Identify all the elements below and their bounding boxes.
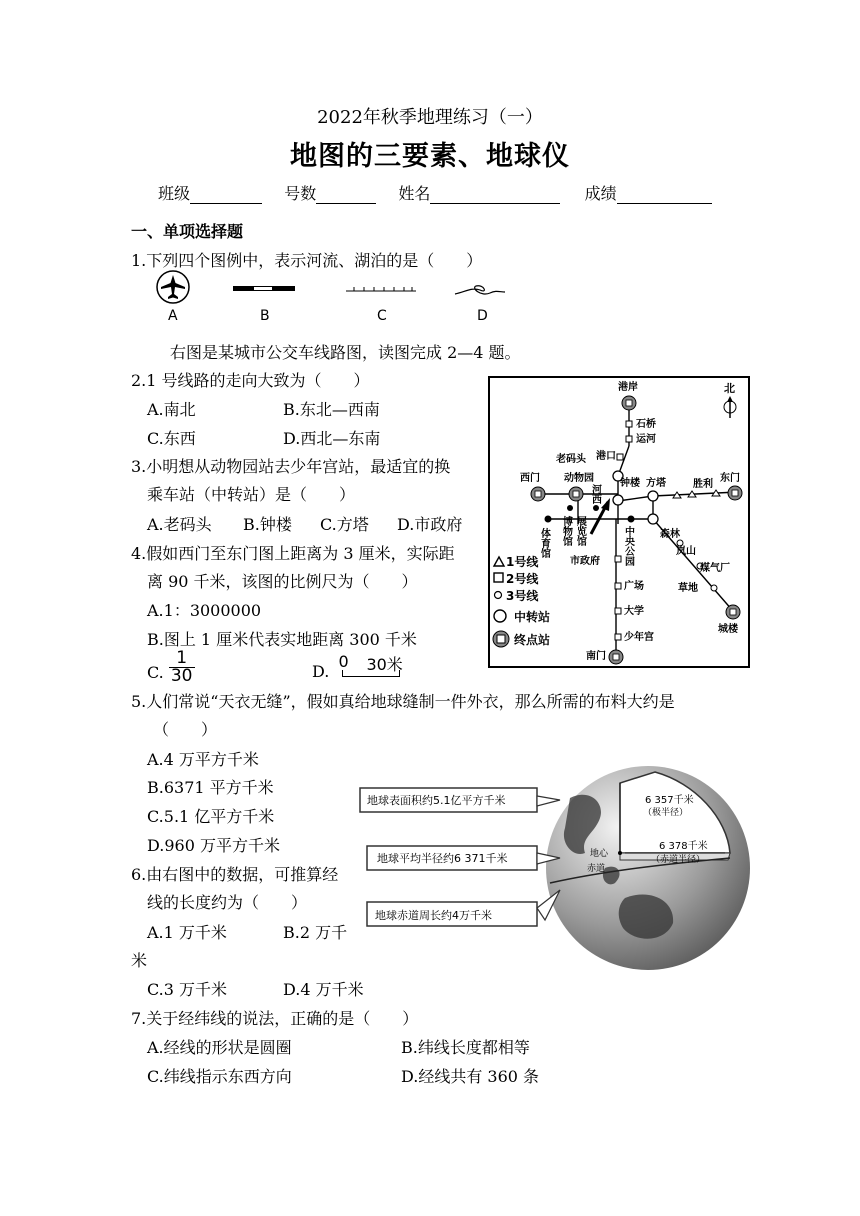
station-nanmen: 南门 <box>586 651 606 662</box>
line-scale <box>334 652 414 680</box>
railway-icon <box>233 286 295 291</box>
airport-icon <box>157 271 189 303</box>
q7-stem: 7.关于经纬线的说法，正确的是（ ） <box>131 1009 419 1028</box>
station-hexi: 河西 <box>589 484 601 504</box>
q7-option-d[interactable]: D.经线共有 360 条 <box>401 1067 540 1086</box>
number-label: 号数 <box>284 184 317 203</box>
q5-stem-line2: （ ） <box>153 720 218 739</box>
fraction <box>169 650 195 685</box>
q2-option-a[interactable]: A.南北 <box>147 400 196 419</box>
q7-option-a[interactable]: A.经线的形状是圆圈 <box>147 1038 292 1057</box>
legend-line2: 2号线 <box>506 572 539 586</box>
station-dongmen: 东门 <box>720 473 740 484</box>
station-guangchang: 广场 <box>624 581 644 592</box>
globe-figure <box>355 758 755 973</box>
q5-option-b[interactable]: B.6371 平方千米 <box>147 778 274 797</box>
station-zhonglou: 钟楼 <box>620 478 640 489</box>
q4-option-c-label: C. <box>147 663 164 682</box>
station-daxue: 大学 <box>624 606 644 617</box>
q3-option-b[interactable]: B.钟楼 <box>243 515 292 534</box>
page-title: 地图的三要素、地球仪 <box>290 141 570 172</box>
q4-option-d[interactable] <box>312 652 414 681</box>
q2-option-c[interactable]: C.东西 <box>147 429 196 448</box>
legend-line1: 1号线 <box>506 555 539 569</box>
q7-option-b[interactable]: B.纬线长度都相等 <box>401 1038 530 1057</box>
q6-option-d[interactable]: D.4 万千米 <box>283 980 364 999</box>
north-label: 北 <box>724 382 735 395</box>
q5-stem-line1: 5.人们常说“天衣无缝”，假如真给地球缝制一件外衣，那么所需的布料大约是 <box>131 692 675 711</box>
bus-route-map <box>488 376 750 668</box>
q7-option-c[interactable]: C.纬线指示东西方向 <box>147 1067 292 1086</box>
q5-option-a[interactable]: A.4 万平方千米 <box>147 750 259 769</box>
callout-mean-radius: 地球平均半径约6 371千米 <box>377 852 508 865</box>
q4-option-a[interactable]: A.1：3000000 <box>147 601 262 620</box>
q1-letter-d: D <box>477 308 488 324</box>
legend-terminal: 终点站 <box>514 633 551 647</box>
q2-option-b[interactable]: B.东北—西南 <box>283 400 380 419</box>
q6-option-b[interactable]: B.2 万千 <box>283 923 348 942</box>
q3-stem-line1: 3.小明想从动物园站去少年宫站，最适宜的换 <box>131 457 451 476</box>
station-yunhe: 运河 <box>636 434 656 445</box>
score-label: 成绩 <box>584 184 617 203</box>
station-shaoniangong: 少年宫 <box>624 632 654 643</box>
q4-stem-line2: 离 90 千米，该图的比例尺为（ ） <box>147 572 418 591</box>
q6-option-c[interactable]: C.3 万千米 <box>147 980 228 999</box>
polar-radius-value: 6 357千米 <box>645 795 694 806</box>
q5-option-d[interactable]: D.960 万平方千米 <box>147 836 280 855</box>
equatorial-radius-note: （赤道半径） <box>651 855 706 865</box>
scale-zero: 0 <box>338 652 349 671</box>
exercise-title: 2022年秋季地理练习（一） <box>317 107 543 128</box>
q1-letter-c: C <box>377 308 387 324</box>
q4-option-b[interactable]: B.图上 1 厘米代表实地距离 300 千米 <box>147 630 417 649</box>
legend-line3: 3号线 <box>506 589 539 603</box>
station-ximen: 西门 <box>520 473 540 484</box>
q3-option-d[interactable]: D.市政府 <box>397 515 463 534</box>
station-gangkou: 港口 <box>596 451 616 462</box>
q1-letter-a: A <box>168 308 178 324</box>
q3-option-a[interactable]: A.老码头 <box>147 515 212 534</box>
q1-legend-options <box>150 270 530 328</box>
q3-stem-line2: 乘车站（中转站）是（ ） <box>147 485 356 504</box>
student-info-row <box>158 181 712 204</box>
fraction-denominator: 30 <box>170 666 193 686</box>
station-lanshan: 岚山 <box>676 546 696 557</box>
number-blank[interactable] <box>316 187 376 204</box>
station-senlin: 森林 <box>660 529 680 540</box>
station-tiyuguan: 体育馆 <box>538 528 550 558</box>
name-blank[interactable] <box>430 187 560 204</box>
q6-stem-line1: 6.由右图中的数据，可推算经 <box>131 865 339 884</box>
station-shizhengfu: 市政府 <box>570 556 600 567</box>
q3-option-c[interactable]: C.方塔 <box>320 515 369 534</box>
class-label: 班级 <box>158 184 191 203</box>
station-fangta: 方塔 <box>646 478 666 489</box>
station-chenglou: 城楼 <box>718 624 738 635</box>
station-zhongyanggongyuan: 中央公园 <box>622 526 634 566</box>
q6-option-a[interactable]: A.1 万千米 <box>147 923 227 942</box>
legend-transfer: 中转站 <box>514 610 551 624</box>
q6-stem-line2: 线的长度约为（ ） <box>147 893 308 912</box>
station-zhanlanguan: 展览馆 <box>574 516 586 546</box>
station-caodi: 草地 <box>678 583 698 594</box>
river-icon <box>455 286 505 294</box>
station-shengli: 胜利 <box>693 479 713 490</box>
q6-option-b-wrap: 米 <box>131 951 148 970</box>
station-bowuguan: 博物馆 <box>560 516 572 546</box>
fraction-numerator: 1 <box>169 650 195 668</box>
class-blank[interactable] <box>190 187 262 204</box>
equatorial-radius-value: 6 378千米 <box>659 841 708 852</box>
name-label: 姓名 <box>398 184 431 203</box>
callout-equator-length: 地球赤道周长约4万千米 <box>375 909 492 922</box>
station-gangan: 港岸 <box>618 382 638 393</box>
polar-radius-note: （极半径） <box>643 808 689 818</box>
q4-stem-line1: 4.假如西门至东门图上距离为 3 厘米，实际距 <box>131 544 455 563</box>
scale-value: 30米 <box>366 655 403 674</box>
section-heading: 一、单项选择题 <box>131 222 244 241</box>
station-laomatou: 老码头 <box>556 454 586 465</box>
q2-option-d[interactable]: D.西北—东南 <box>283 429 381 448</box>
station-shiqiao: 石桥 <box>636 419 656 430</box>
q4-option-d-label: D. <box>312 662 330 681</box>
equator-label: 赤道 <box>587 864 606 874</box>
intro-q2-4: 右图是某城市公交车线路图，读图完成 2—4 题。 <box>170 343 521 362</box>
callout-surface-area: 地球表面积约5.1亿平方千米 <box>367 794 506 807</box>
q1-letter-b: B <box>260 308 270 324</box>
station-meiqichang: 煤气厂 <box>700 563 730 574</box>
q1-stem: 1.下列四个图例中，表示河流、湖泊的是（ ） <box>131 251 483 270</box>
q5-option-c[interactable]: C.5.1 亿平方千米 <box>147 807 275 826</box>
score-blank[interactable] <box>617 187 712 204</box>
q2-stem: 2.1 号线路的走向大致为（ ） <box>131 371 370 390</box>
q4-option-c[interactable] <box>147 648 195 691</box>
station-dongwuyuan: 动物园 <box>564 473 594 484</box>
scale-bar <box>342 670 400 677</box>
boundary-icon <box>346 287 416 291</box>
earth-center-label: 地心 <box>590 849 609 859</box>
